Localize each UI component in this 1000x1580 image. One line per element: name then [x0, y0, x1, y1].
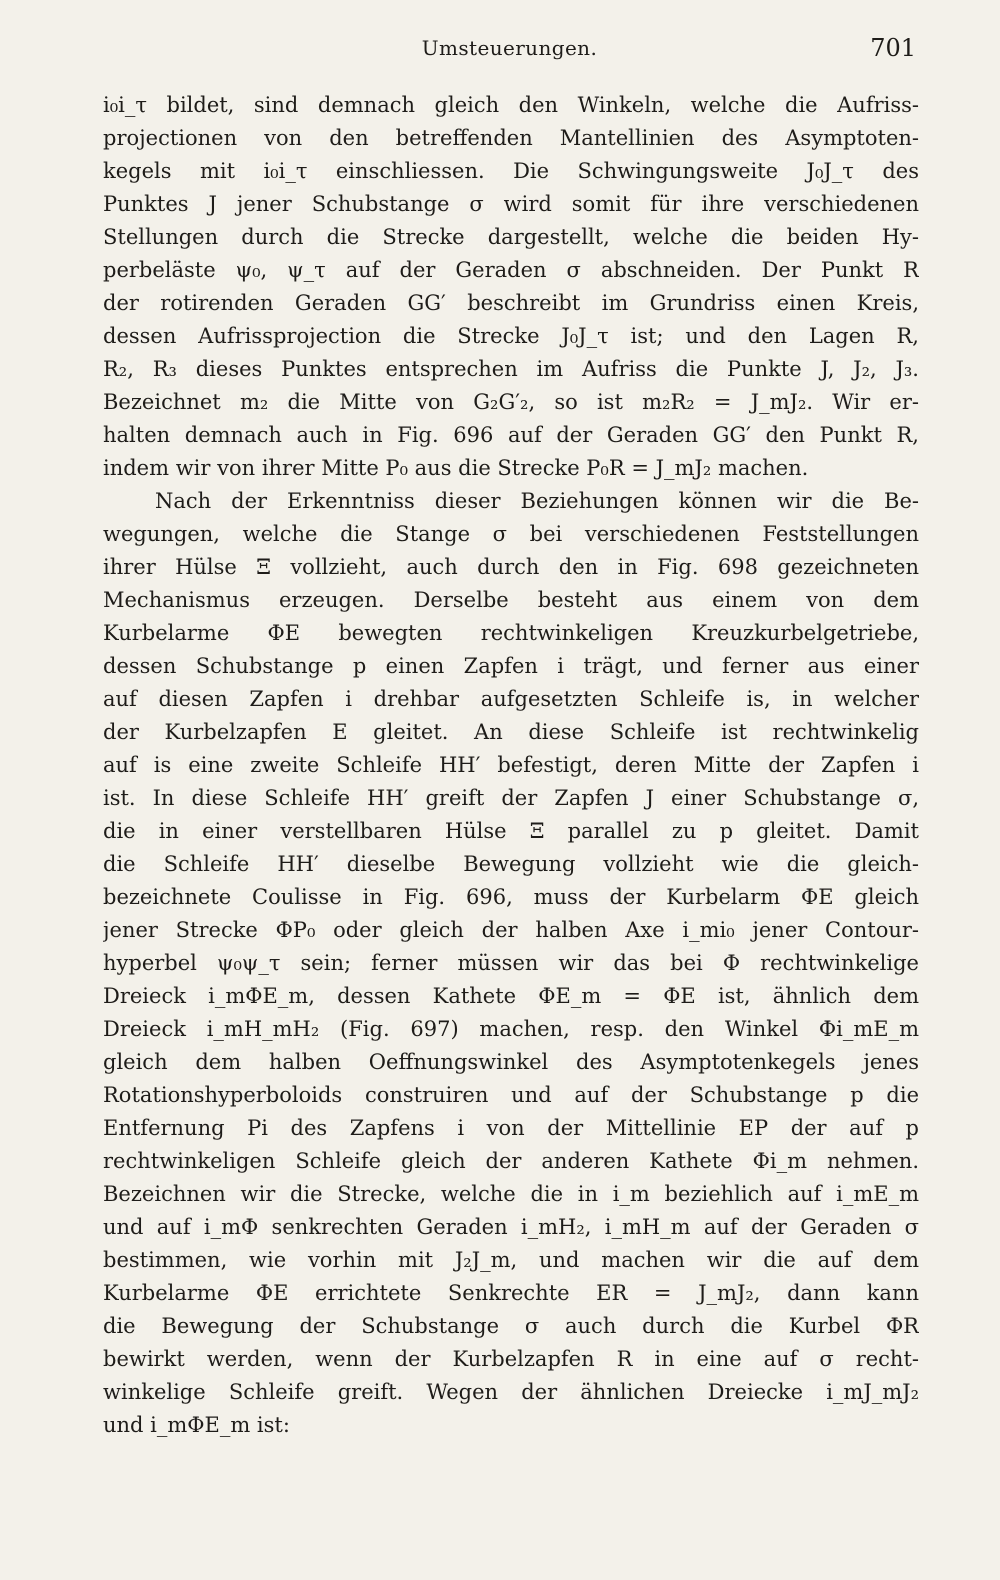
text-line: bewirkt werden, wenn der Kurbelzapfen R in eine auf σ recht- — [103, 1347, 919, 1371]
text-line: wegungen, welche die Stange σ bei verschiedenen Feststellungen — [103, 522, 919, 546]
body-text — [103, 89, 919, 1509]
running-head: Umsteuerungen. — [421, 36, 598, 60]
text-line: der Kurbelzapfen E gleitet. An diese Schleife ist rechtwinkelig — [103, 720, 919, 744]
text-line: hyperbel ψ₀ψ_τ sein; ferner müssen wir das bei Φ rechtwinkelige — [103, 951, 919, 975]
text-line: die Bewegung der Schubstange σ auch durch die Kurbel ΦR — [103, 1314, 919, 1338]
text-line: Stellungen durch die Strecke dargestellt, welche die beiden Hy- — [103, 225, 919, 249]
page-number: 701 — [870, 34, 916, 62]
text-line: rechtwinkeligen Schleife gleich der anderen Kathete Φi_m nehmen. — [103, 1149, 919, 1173]
text-line: i₀i_τ bildet, sind demnach gleich den Winkeln, welche die Aufriss- — [103, 93, 919, 117]
text-line: kegels mit i₀i_τ einschliessen. Die Schwingungsweite J₀J_τ des — [103, 159, 919, 183]
text-line: und auf i_mΦ senkrechten Geraden i_mH₂, i_mH_m auf der Geraden σ — [103, 1215, 919, 1239]
page-header — [103, 36, 916, 70]
text-line: der rotirenden Geraden GG′ beschreibt im Grundriss einen Kreis, — [103, 291, 919, 315]
text-line: auf diesen Zapfen i drehbar aufgesetzten Schleife is, in welcher — [103, 687, 919, 711]
paragraph-end-line: und i_mΦE_m ist: — [103, 1413, 290, 1437]
text-line: dessen Aufrissprojection die Strecke J₀J_τ ist; und den Lagen R, — [103, 324, 919, 348]
text-line: halten demnach auch in Fig. 696 auf der Geraden GG′ den Punkt R, — [103, 423, 919, 447]
text-line: Dreieck i_mH_mH₂ (Fig. 697) machen, resp. den Winkel Φi_mE_m — [103, 1017, 919, 1041]
text-line: Bezeichnet m₂ die Mitte von G₂G′₂, so ist m₂R₂ = J_mJ₂. Wir er- — [103, 390, 919, 414]
text-line: Bezeichnen wir die Strecke, welche die in i_m beziehlich auf i_mE_m — [103, 1182, 919, 1206]
text-line: ist. In diese Schleife HH′ greift der Zapfen J einer Schubstange σ, — [103, 786, 919, 810]
text-line: R₂, R₃ dieses Punktes entsprechen im Aufriss die Punkte J, J₂, J₃. — [103, 357, 919, 381]
paragraph-end-line: indem wir von ihrer Mitte P₀ aus die Strecke P₀R = J_mJ₂ machen. — [103, 456, 809, 480]
text-line: dessen Schubstange p einen Zapfen i trägt, und ferner aus einer — [103, 654, 919, 678]
text-line: gleich dem halben Oeffnungswinkel des Asymptotenkegels jenes — [103, 1050, 919, 1074]
text-line: jener Strecke ΦP₀ oder gleich der halben Axe i_mi₀ jener Contour- — [103, 918, 919, 942]
text-line: auf is eine zweite Schleife HH′ befestigt, deren Mitte der Zapfen i — [103, 753, 919, 777]
text-line: die in einer verstellbaren Hülse Ξ parallel zu p gleitet. Damit — [103, 819, 919, 843]
text-line: Kurbelarme ΦE bewegten rechtwinkeligen Kreuzkurbelgetriebe, — [103, 621, 919, 645]
text-line: bezeichnete Coulisse in Fig. 696, muss der Kurbelarm ΦE gleich — [103, 885, 919, 909]
text-line: bestimmen, wie vorhin mit J₂J_m, und machen wir die auf dem — [103, 1248, 919, 1272]
text-line: Mechanismus erzeugen. Derselbe besteht aus einem von dem — [103, 588, 919, 612]
text-line: Dreieck i_mΦE_m, dessen Kathete ΦE_m = ΦE ist, ähnlich dem — [103, 984, 919, 1008]
text-line: die Schleife HH′ dieselbe Bewegung vollzieht wie die gleich- — [103, 852, 919, 876]
paragraph-start-line: Nach der Erkenntniss dieser Beziehungen können wir die Be- — [155, 489, 919, 513]
text-line: Punktes J jener Schubstange σ wird somit für ihre verschiedenen — [103, 192, 919, 216]
text-line: Rotationshyperboloids construiren und auf der Schubstange p die — [103, 1083, 919, 1107]
text-line: winkelige Schleife greift. Wegen der ähnlichen Dreiecke i_mJ_mJ₂ — [103, 1380, 919, 1404]
text-line: ihrer Hülse Ξ vollzieht, auch durch den in Fig. 698 gezeichneten — [103, 555, 919, 579]
text-line: Kurbelarme ΦE errichtete Senkrechte ER = J_mJ₂, dann kann — [103, 1281, 919, 1305]
text-line: Entfernung Pi des Zapfens i von der Mittellinie EP der auf p — [103, 1116, 919, 1140]
text-line: perbeläste ψ₀, ψ_τ auf der Geraden σ abschneiden. Der Punkt R — [103, 258, 919, 282]
text-line: projectionen von den betreffenden Mantellinien des Asymptoten- — [103, 126, 919, 150]
